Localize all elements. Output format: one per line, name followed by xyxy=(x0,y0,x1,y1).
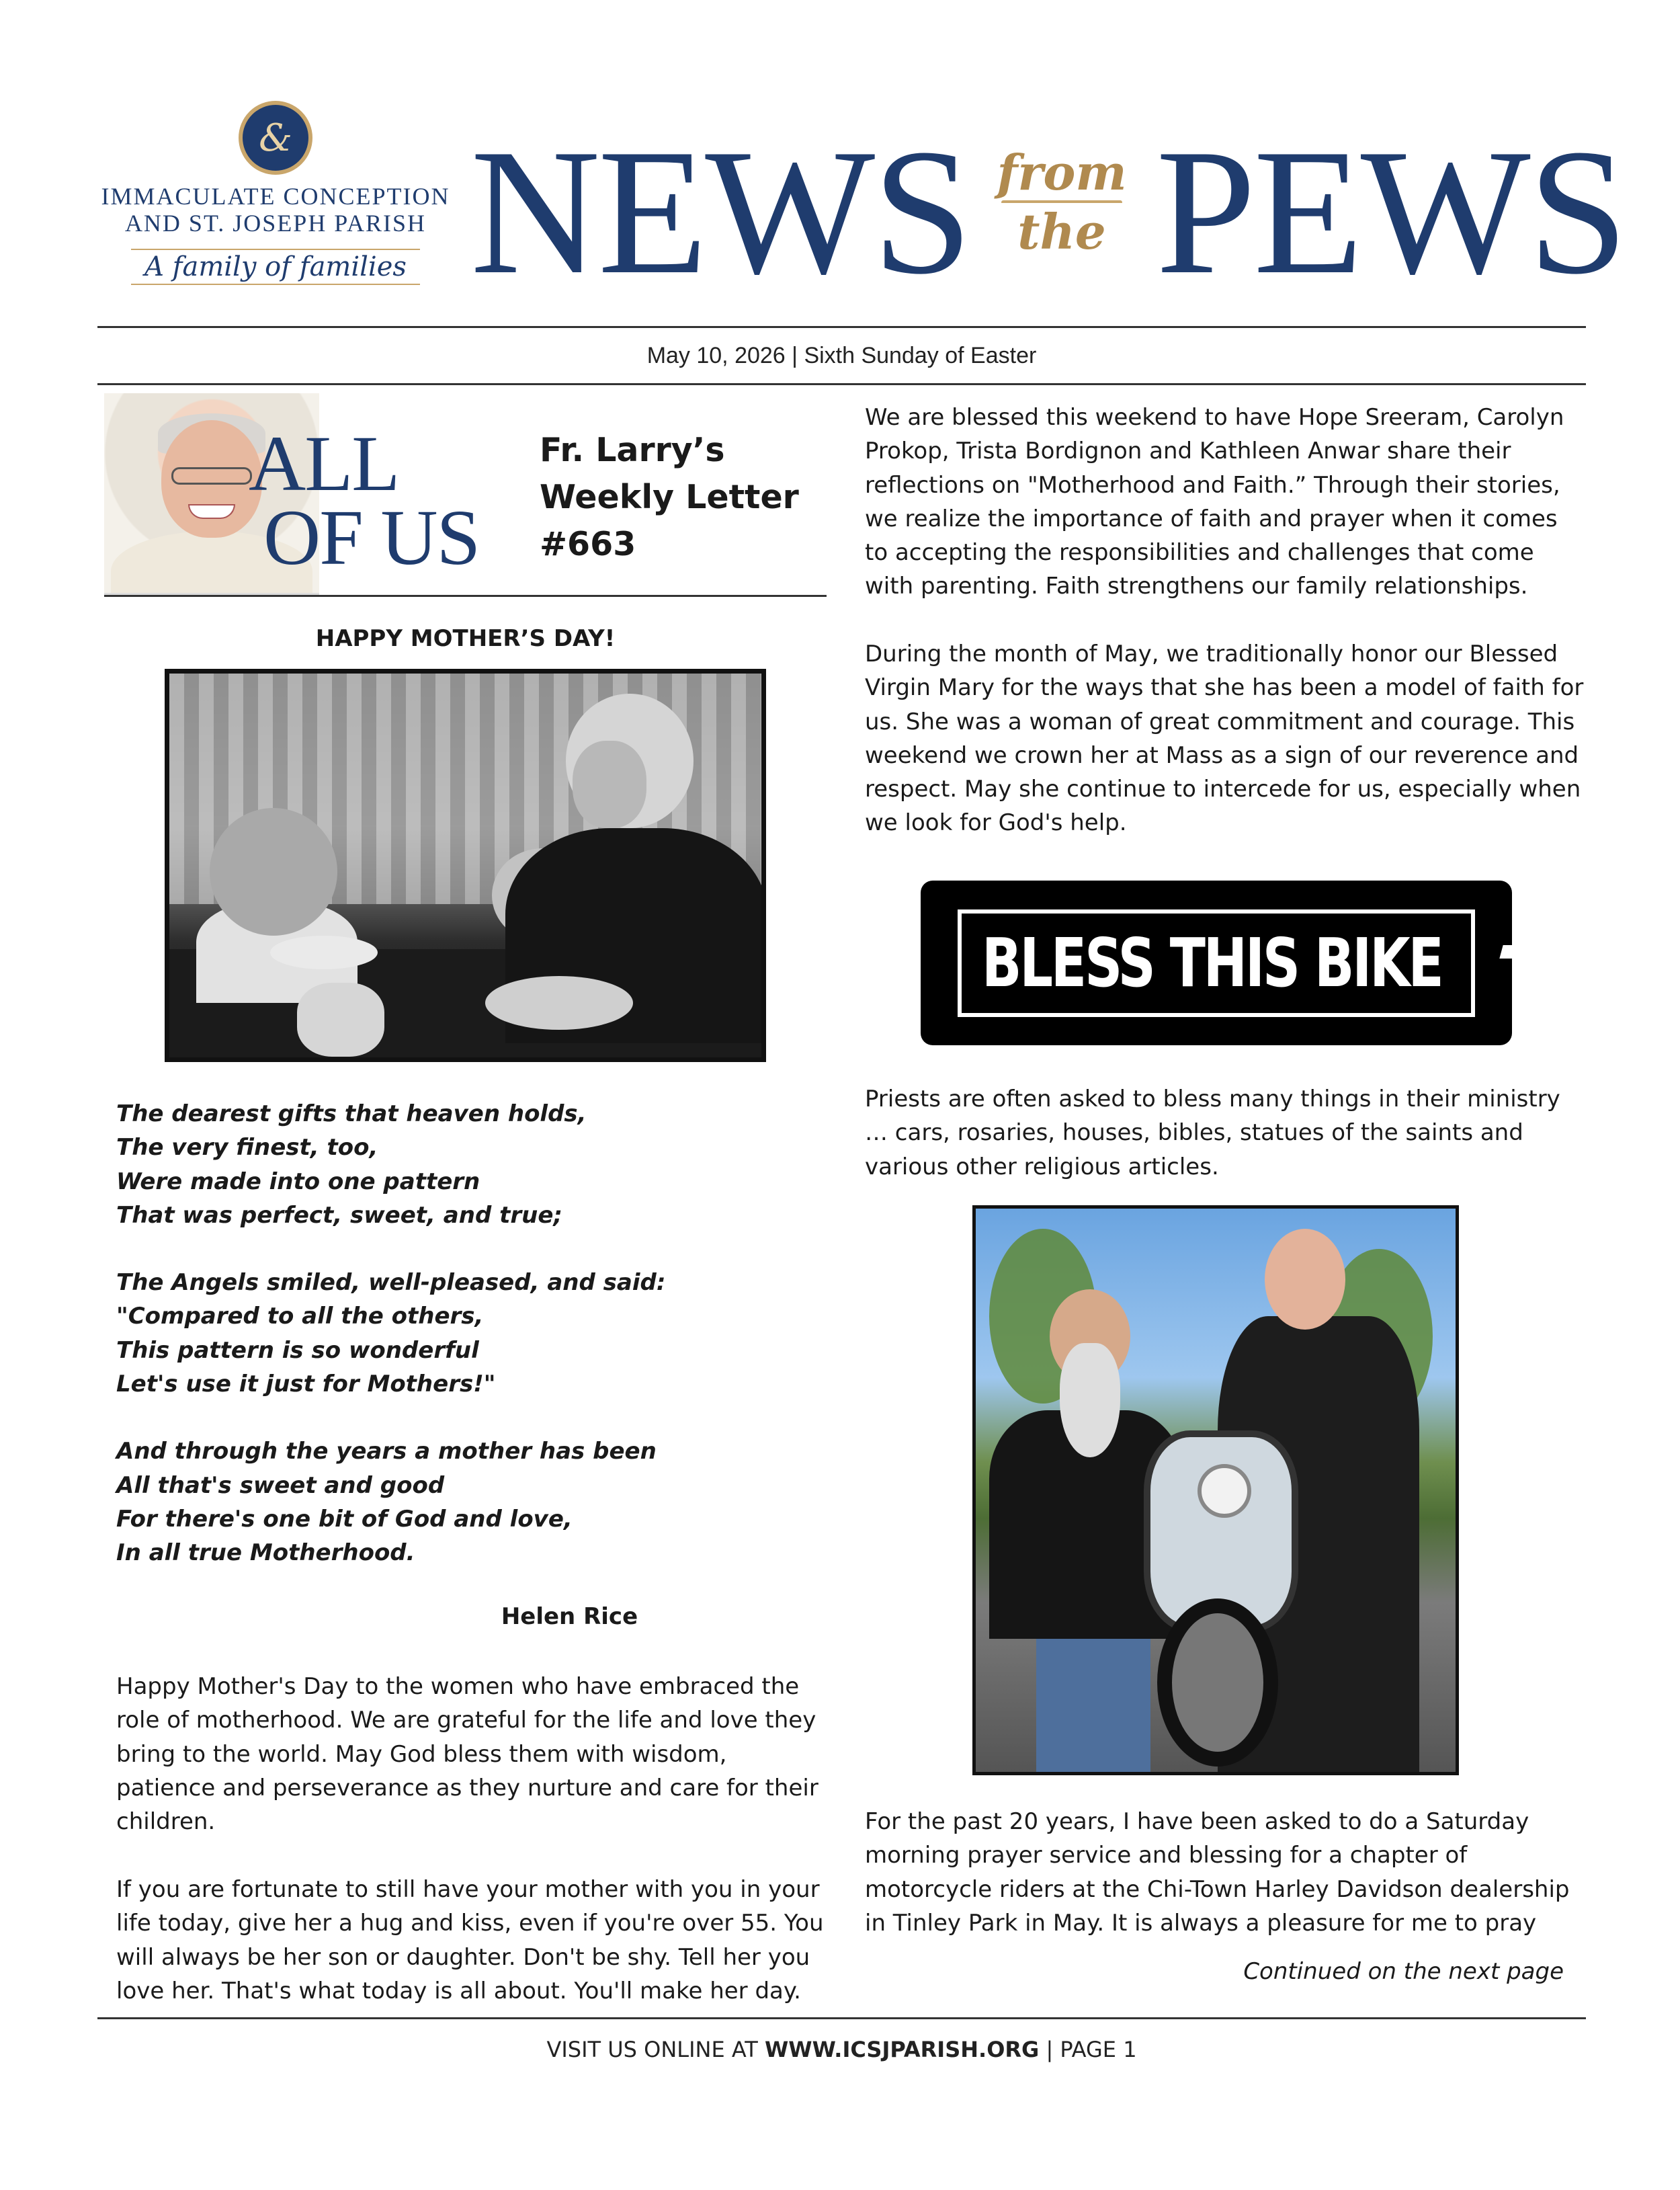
masthead-from-the xyxy=(988,144,1136,260)
all-of-us-logo xyxy=(249,419,480,581)
motherhood-faith-paragraph: We are blessed this weekend to have Hope Sreeram, Carolyn Prokop, Trista Bordignon and Kathleen Anwar share their reflections on "Motherhood and Faith.” Through their stories, we realize the importance of faith and prayer when it comes to accepting the responsibilities and challenges that come with parenting. Faith strengthens our family relationships. xyxy=(865,404,1564,600)
page-footer xyxy=(97,2037,1586,2062)
weekly-letter-number: #663 xyxy=(540,525,636,563)
newsletter-masthead xyxy=(470,112,1626,311)
header-divider-top xyxy=(97,326,1586,328)
poem-line: And through the years a mother has been xyxy=(116,1438,657,1465)
weekly-letter-banner xyxy=(104,393,827,598)
masthead-news: NEWS xyxy=(470,112,970,311)
mothers-day-poem xyxy=(116,1097,829,1570)
bless-this-bike-text: BLESS THIS BIKE xyxy=(982,924,1442,1002)
banner-divider xyxy=(104,595,827,597)
masthead-the: the xyxy=(1017,203,1106,260)
poem-line: The Angels smiled, well-pleased, and said: xyxy=(116,1269,666,1297)
poem-author-name: Helen Rice xyxy=(501,1603,638,1630)
mothers-day-paragraph-2: If you are fortunate to still have your mother with you in your life today, give her a hug and kiss, even if you're over 55. You will always be her son or daughter. Don't be shy. Tell her you love her. That's what today is all about. You'll make her day. xyxy=(116,1876,824,2004)
poem-line: This pattern is so wonderful xyxy=(116,1336,479,1364)
poem-line: Were made into one pattern xyxy=(116,1168,480,1195)
weekly-letter-title-line2: Weekly Letter xyxy=(540,478,799,516)
weekly-letter-title xyxy=(540,427,822,568)
masthead-pews: PEWS xyxy=(1156,112,1626,311)
poem-line: For there's one bit of God and love, xyxy=(116,1505,573,1533)
parish-name-line2: AND ST. JOSEPH PARISH xyxy=(124,210,427,237)
all-of-us-line2: OF US xyxy=(263,493,480,581)
parish-emblem-icon xyxy=(239,101,312,175)
poem-line: That was perfect, sweet, and true; xyxy=(116,1201,563,1229)
masthead-from: from xyxy=(997,144,1127,201)
continued-note: Continued on the next page xyxy=(1243,1958,1564,1985)
header-divider-bottom xyxy=(97,383,1586,385)
footer-page-number: | PAGE 1 xyxy=(1039,2037,1137,2062)
motorcycle-blessing-photo xyxy=(972,1205,1459,1775)
weekly-letter-title-line1: Fr. Larry’s xyxy=(540,431,725,469)
parish-name-line1: IMMACULATE CONCEPTION xyxy=(101,183,450,210)
footer-divider xyxy=(97,2017,1586,2019)
poem-line: The very finest, too, xyxy=(116,1134,378,1162)
bless-this-bike-banner xyxy=(921,881,1512,1045)
poem-line: All that's sweet and good xyxy=(116,1471,445,1499)
mothers-day-heading: HAPPY MOTHER’S DAY! xyxy=(315,625,616,652)
mother-feeding-children-photo xyxy=(165,669,766,1062)
parish-logo xyxy=(94,101,457,302)
parish-website-link[interactable]: WWW.ICSJPARISH.ORG xyxy=(765,2037,1040,2062)
footer-prefix: VISIT US ONLINE AT xyxy=(546,2037,765,2062)
mothers-day-paragraph-1: Happy Mother's Day to the women who have embraced the role of motherhood. We are grateful for the life and love they bring to the world. May God bless them with wisdom, patience and perseverance as they nurture and care for their children. xyxy=(116,1673,818,1836)
poem-line: The dearest gifts that heaven holds, xyxy=(116,1100,587,1127)
harley-blessing-paragraph: For the past 20 years, I have been asked to do a Saturday morning prayer service and blessing for a chapter of motorcycle riders at the Chi-Town Harley Davidson dealership in Tinley Park in May. It is always a pleasure for me to pray xyxy=(865,1808,1570,1937)
all-of-us-line1: ALL xyxy=(249,419,399,508)
poem-line: "Compared to all the others, xyxy=(116,1303,484,1330)
blessed-virgin-paragraph: During the month of May, we traditionally honor our Blessed Virgin Mary for the ways that she has been a model of faith for us. She was a woman of great commitment and courage. This weekend we crown her at Mass as a sign of our reverence and respect. May she continue to intercede for us, especially when we look for God's help. xyxy=(865,641,1584,837)
poem-stanza-2 xyxy=(116,1266,829,1401)
poem-stanza-1 xyxy=(116,1097,829,1232)
parish-motto: A family of families xyxy=(131,249,420,285)
poem-line: In all true Motherhood. xyxy=(116,1539,415,1567)
bless-this-bike-plate xyxy=(958,909,1475,1017)
poem-line: Let's use it just for Mothers!" xyxy=(116,1371,496,1398)
poem-author xyxy=(104,1603,827,1630)
poem-stanza-3 xyxy=(116,1434,829,1570)
priest-blessings-paragraph: Priests are often asked to bless many things in their ministry … cars, rosaries, houses, bibles, statues of the saints and various other religious articles. xyxy=(865,1086,1560,1180)
parish-emblem-monogram: & xyxy=(259,116,292,160)
issue-dateline: May 10, 2026 | Sixth Sunday of Easter xyxy=(646,343,1037,368)
